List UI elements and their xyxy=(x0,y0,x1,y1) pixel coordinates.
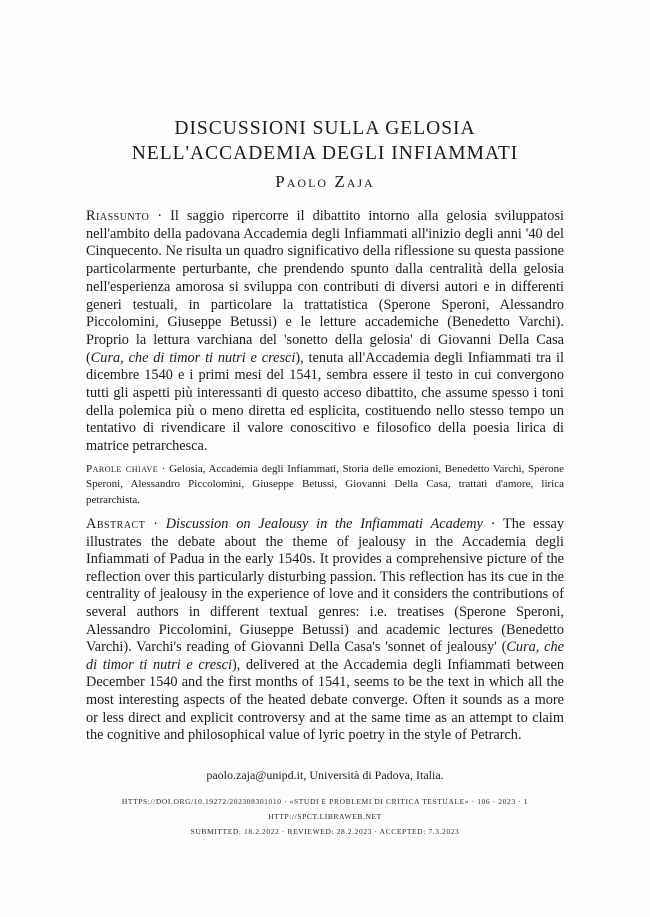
keywords-paragraph xyxy=(86,462,564,508)
title-line-2: NELL'ACCADEMIA DEGLI INFIAMMATI xyxy=(131,143,519,164)
keywords-label: Parole chiave xyxy=(86,463,159,475)
keywords-separator: · xyxy=(158,463,170,475)
riassunto-sonnet-title: Cura, che di timor ti nutri e cresci xyxy=(90,349,296,366)
journal-url-line: HTTP://SPCT.LIBRAWEB.NET xyxy=(268,812,382,821)
abstract-paragraph xyxy=(86,516,564,745)
keywords-text: Gelosia, Accademia degli Infiammati, Storia delle emozioni, Benedetto Varchi, Sperone Speroni, Alessandro Piccolomini, Giuseppe Betussi, Giovanni Della Casa, trattati d'amore, lirica petrarchista. xyxy=(86,463,564,506)
riassunto-text-a: Il saggio ripercorre il dibattito intorno alla gelosia sviluppatosi nell'ambito della padovana Accademia degli Infiammati all'inizio degli anni '40 del Cinquecento. Ne risulta un quadro significativo della riflessione su questa passione particolarmente perturbante, che prendendo spunto dalla centralità della gelosia nell'esperienza amorosa si sviluppa con contributi di diversi autori e in differenti generi testuali, in particolare la trattatistica (Sperone Speroni, Alessandro Piccolomini, Giuseppe Betussi) e le letture accademiche (Benedetto Varchi). Proprio la lettura varchiana del 'sonetto della gelosia' di Giovanni Della Casa ( xyxy=(86,208,564,366)
title-line-1: DISCUSSIONI SULLA GELOSIA xyxy=(174,118,476,139)
doi-journal-line: HTTPS://DOI.ORG/10.19272/202308301010 · «STUDI E PROBLEMI DI CRITICA TESTUALE» · 106 · 2023 · 1 xyxy=(121,797,529,806)
article-title xyxy=(0,116,650,166)
submission-dates-line: SUBMITTED: 18.2.2022 · REVIEWED: 28.2.2023 · ACCEPTED: 7.3.2023 xyxy=(190,827,460,836)
riassunto-separator: · xyxy=(149,208,171,224)
abstract-label: Abstract xyxy=(86,516,146,532)
abstract-title: Discussion on Jealousy in the Infiammati Academy xyxy=(165,516,483,532)
abstract-separator: · xyxy=(145,516,166,532)
abstract-sonnet-title: Cura, che di timor ti nutri e cresci xyxy=(86,639,564,673)
riassunto-label: Riassunto xyxy=(86,208,150,224)
abstract-separator-2: · xyxy=(482,516,504,532)
abstract-text-b: ), delivered at the Accademia degli Infiammati between December 1540 and the first months of 1541, seems to be the text in which all the most interesting aspects of the heated debate converge. Often it sounds as a more or less direct and explicit controversy and at the same time as an attempt to claim the cognitive and philosophical value of lyric poetry in the style of Petrarch. xyxy=(86,656,564,744)
author-name: Paolo Zaja xyxy=(275,172,375,191)
abstract-text-a: The essay illustrates the debate about the theme of jealousy in the Accademia degli Infiammati of Padua in the early 1540s. It provides a comprehensive picture of the reflection over this particularly disturbing passion. This reflection has its cue in the centrality of jealousy in the experience of love and it considers the contributions of several authors in different textual genres: i.e. treatises (Sperone Speroni, Alessandro Piccolomini, Giuseppe Betussi) and academic lectures (Benedetto Varchi). Varchi's reading of Giovanni Della Casa's 'sonnet of jealousy' ( xyxy=(86,516,564,656)
riassunto-paragraph xyxy=(86,208,564,456)
riassunto-text-b: ), tenuta all'Accademia degli Infiammati tra il dicembre 1540 e i primi mesi del 1541, sembra essere il testo in cui convergono tutti gli aspetti più interessanti di questo acceso dibattito, che assume spesso i toni della polemica più o meno diretta ed esplicita, costituendo nello stesso tempo un tentativo di rivendicare il valore conoscitivo e filosofico della poesia lirica di matrice petrarchesca. xyxy=(86,349,564,455)
author-email-affiliation: paolo.zaja@unipd.it, Università di Padova, Italia. xyxy=(206,768,444,782)
